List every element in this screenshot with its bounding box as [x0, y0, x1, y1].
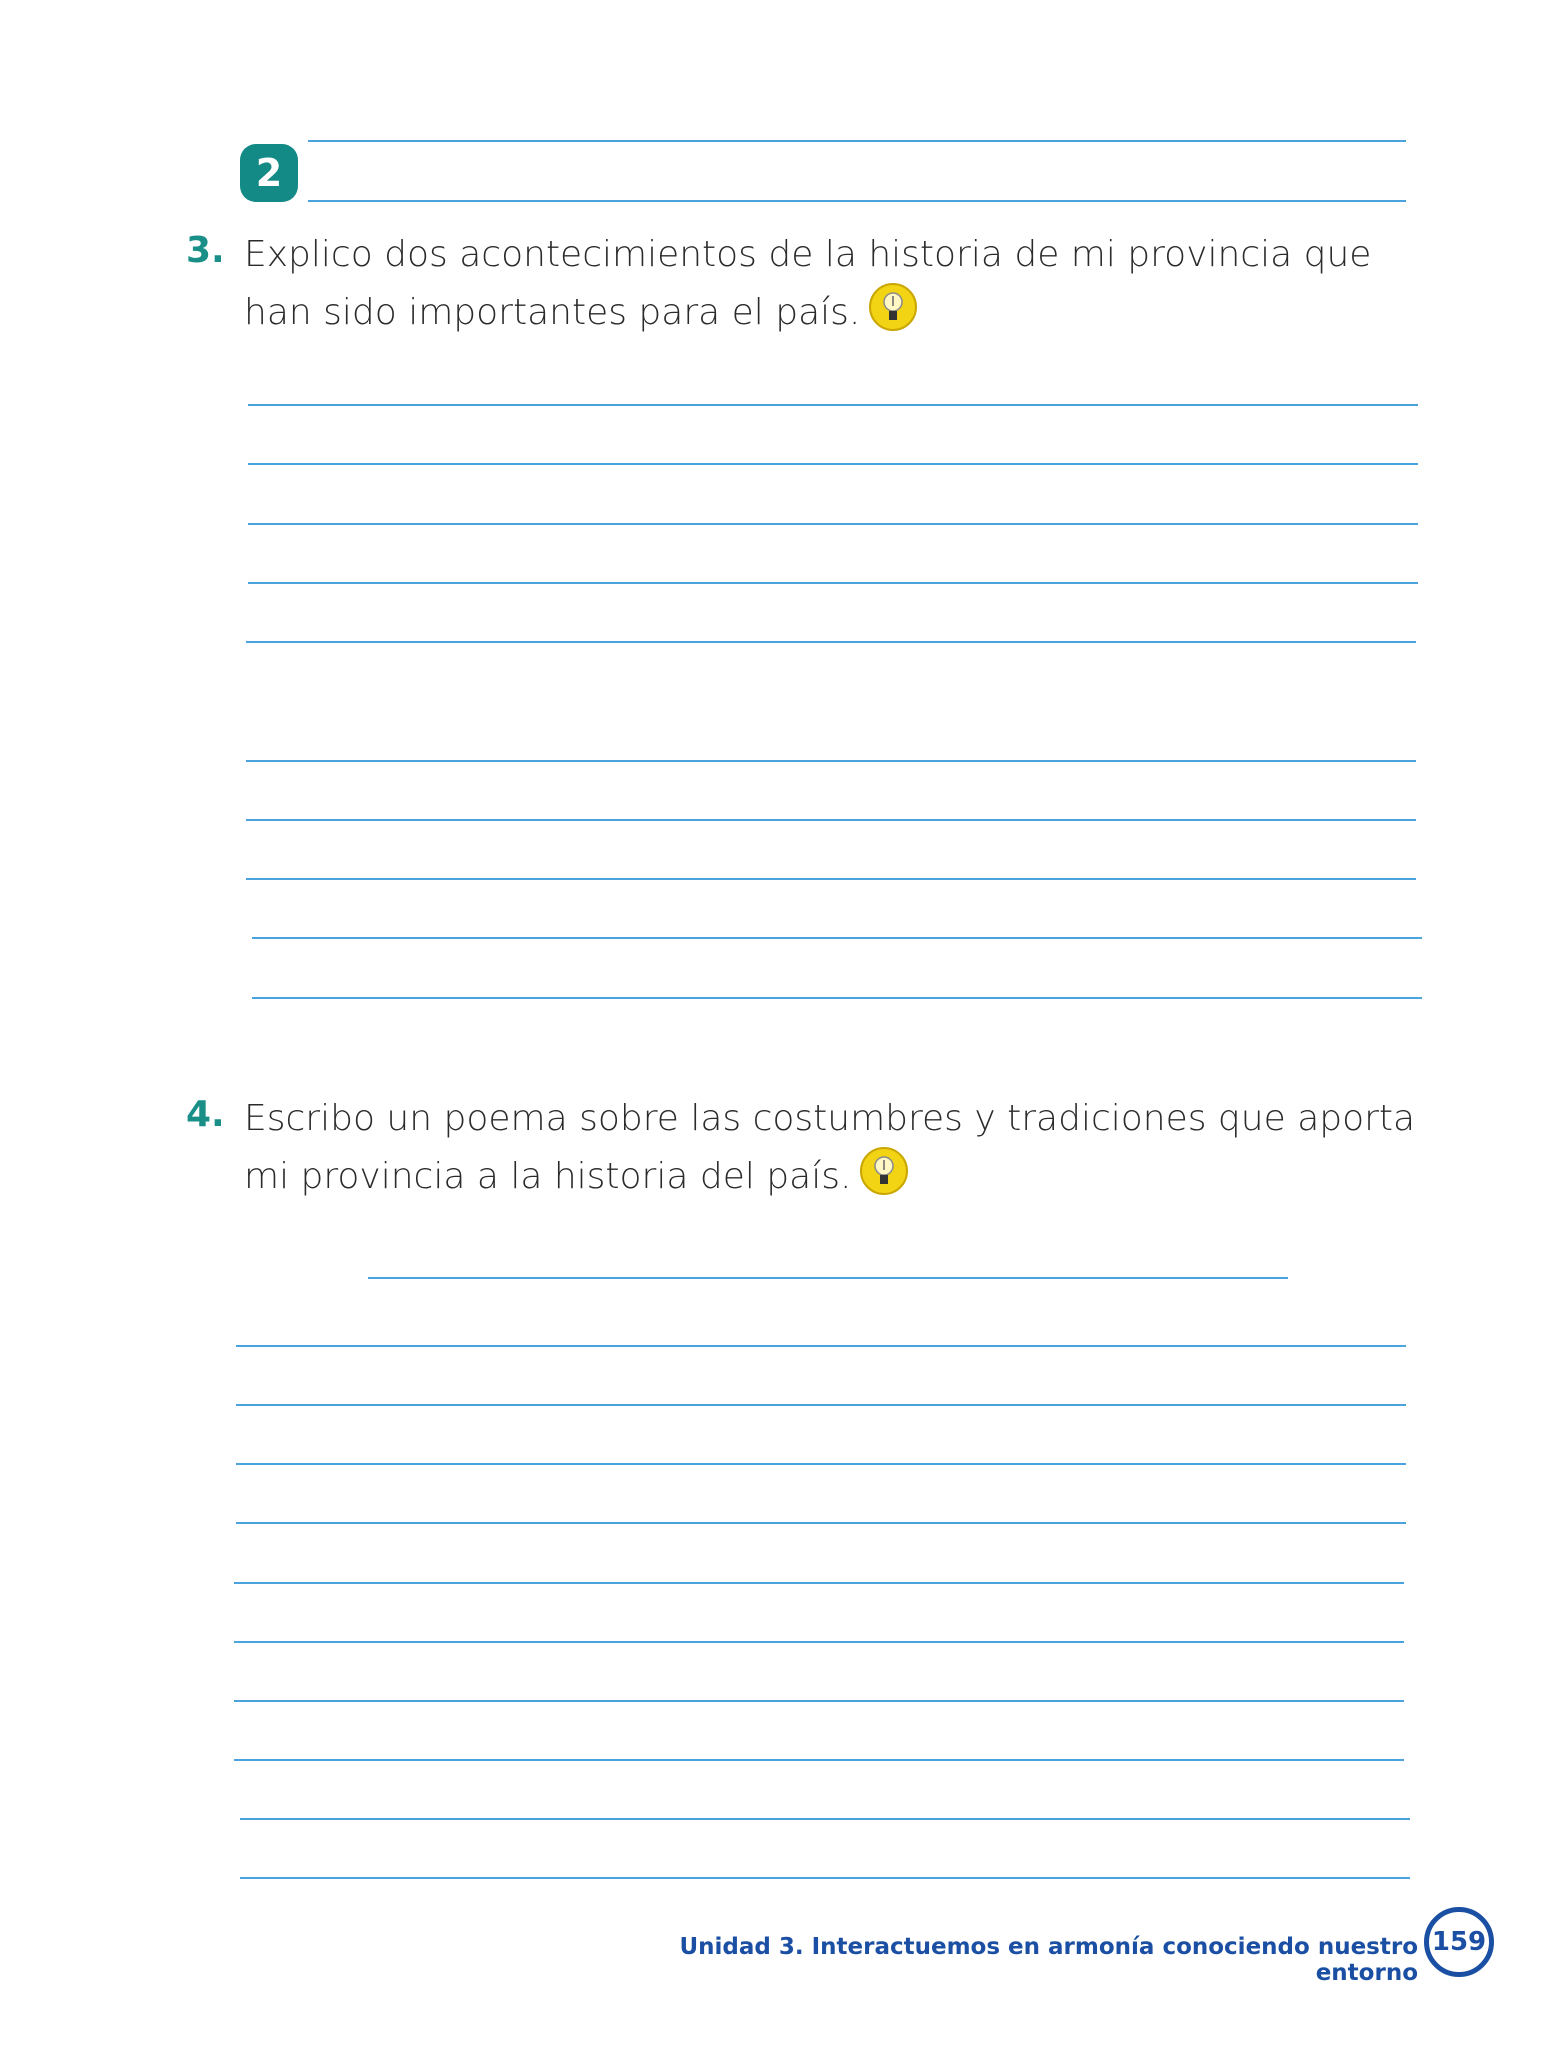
answer-line[interactable]	[248, 463, 1418, 465]
answer-line[interactable]	[246, 760, 1416, 762]
answer-line[interactable]	[252, 997, 1422, 999]
answer-line[interactable]	[248, 523, 1418, 525]
answer-line[interactable]	[240, 1877, 1410, 1879]
answer-line[interactable]	[234, 1759, 1404, 1761]
item-number-badge: 2	[240, 144, 298, 202]
answer-line[interactable]	[236, 1345, 1406, 1347]
answer-line[interactable]	[308, 140, 1406, 142]
answer-line[interactable]	[246, 819, 1416, 821]
lightbulb-icon	[859, 1146, 909, 1196]
answer-line[interactable]	[236, 1522, 1406, 1524]
answer-line[interactable]	[240, 1818, 1410, 1820]
answer-line[interactable]	[246, 878, 1416, 880]
answer-line[interactable]	[248, 582, 1418, 584]
question-4-text: Escribo un poema sobre las costumbres y tradiciones que aporta mi provincia a la historia del país.	[244, 1098, 1416, 1197]
answer-line[interactable]	[248, 404, 1418, 406]
answer-line[interactable]	[246, 641, 1416, 643]
answer-line[interactable]	[234, 1641, 1404, 1643]
poem-title-line[interactable]	[368, 1277, 1288, 1279]
question-4-number: 4.	[186, 1094, 225, 1135]
answer-line[interactable]	[236, 1463, 1406, 1465]
answer-line[interactable]	[236, 1404, 1406, 1406]
answer-line[interactable]	[308, 200, 1406, 202]
answer-line[interactable]	[234, 1700, 1404, 1702]
question-3-number: 3.	[186, 230, 225, 271]
answer-line[interactable]	[252, 937, 1422, 939]
page-number: 159	[1424, 1907, 1494, 1977]
footer-unit-title: Unidad 3. Interactuemos en armonía conociendo nuestro entorno	[679, 1934, 1418, 1986]
lightbulb-icon	[868, 282, 918, 332]
answer-line[interactable]	[234, 1582, 1404, 1584]
question-3-text: Explico dos acontecimientos de la historia de mi provincia que han sido importantes para el país.	[244, 234, 1372, 333]
